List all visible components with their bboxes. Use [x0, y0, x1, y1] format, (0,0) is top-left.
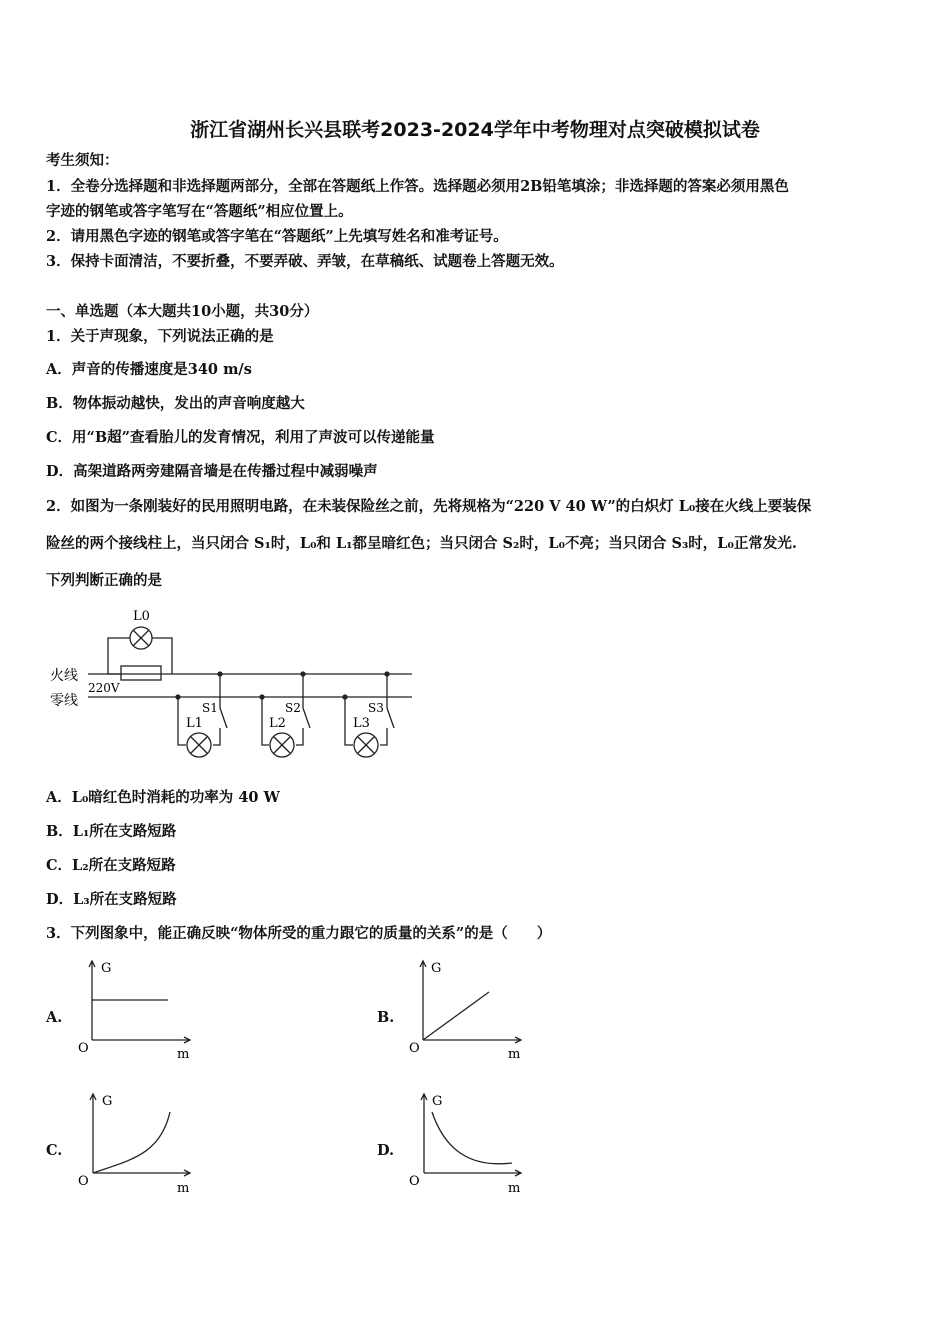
- l1-label: L1: [186, 716, 203, 731]
- graph-a-y-label: G: [101, 961, 112, 976]
- q3-option-d-label: D.: [377, 1142, 395, 1159]
- graph-b-origin-label: O: [409, 1041, 420, 1056]
- graph-b-y-label: G: [431, 961, 442, 976]
- q2-stem-line-2: 险丝的两个接线柱上，当只闭合 S₁时，L₀和 L₁都呈暗红色；当只闭合 S₂时，L₀不亮；当只闭合 S₃时，L₀正常发光.: [46, 535, 797, 552]
- l2-label: L2: [269, 716, 286, 731]
- voltage-label: 220V: [88, 681, 120, 695]
- q1-option-a: A．声音的传播速度是340 m/s: [46, 361, 252, 378]
- l0-label: L0: [133, 609, 150, 624]
- s2-label: S2: [285, 701, 301, 715]
- notice-line-2: 字迹的钢笔或答字笔写在“答题纸”相应位置上。: [46, 203, 353, 220]
- graph-c-x-label: m: [177, 1181, 190, 1196]
- notice-line-3: 2．请用黑色字迹的钢笔或答字笔在“答题纸”上先填写姓名和准考证号。: [46, 228, 508, 245]
- graph-a-x-label: m: [177, 1047, 190, 1062]
- graph-d-curve: [432, 1112, 512, 1164]
- graph-d-x-label: m: [508, 1181, 521, 1196]
- q1-option-d: D．高架道路两旁建隔音墙是在传播过程中减弱噪声: [46, 463, 378, 480]
- q1-option-c: C．用“B超”查看胎儿的发育情况，利用了声波可以传递能量: [46, 429, 435, 446]
- graph-a-origin-label: O: [78, 1041, 89, 1056]
- q3-option-a-label: A.: [46, 1009, 63, 1026]
- q3-stem: 3．下列图象中，能正确反映“物体所受的重力跟它的质量的关系”的是（ ）: [46, 925, 552, 942]
- q2-stem-line-3: 下列判断正确的是: [46, 572, 162, 589]
- s3-label: S3: [368, 701, 384, 715]
- graph-b-x-label: m: [508, 1047, 521, 1062]
- q2-option-a: A．L₀暗红色时消耗的功率为 40 W: [46, 789, 280, 806]
- q2-option-c: C．L₂所在支路短路: [46, 857, 176, 874]
- page-title: 浙江省湖州长兴县联考2023-2024学年中考物理对点突破模拟试卷: [190, 119, 760, 141]
- fire-wire-label: 火线: [50, 668, 78, 684]
- graph-c-y-label: G: [102, 1094, 113, 1109]
- q1-stem: 1．关于声现象，下列说法正确的是: [46, 328, 274, 345]
- notice-line-4: 3．保持卡面清洁，不要折叠，不要弄破、弄皱，在草稿纸、试题卷上答题无效。: [46, 253, 564, 270]
- q3-option-c-label: C.: [46, 1142, 63, 1159]
- s1-label: S1: [202, 701, 218, 715]
- neutral-wire-label: 零线: [50, 693, 78, 709]
- section-heading: 一、单选题（本大题共10小题，共30分）: [46, 303, 319, 320]
- notice-line-1: 1．全卷分选择题和非选择题两部分，全部在答题纸上作答。选择题必须用2B铅笔填涂；非选择题的答案必须用黑色: [46, 178, 789, 195]
- graph-c-origin-label: O: [78, 1174, 89, 1189]
- graph-d-origin-label: O: [409, 1174, 420, 1189]
- notice-heading: 考生须知：: [46, 152, 119, 169]
- q2-option-d: D．L₃所在支路短路: [46, 891, 177, 908]
- graph-d-y-label: G: [432, 1094, 443, 1109]
- q2-option-b: B．L₁所在支路短路: [46, 823, 177, 840]
- l3-label: L3: [353, 716, 370, 731]
- q3-option-b-label: B.: [377, 1009, 395, 1026]
- q2-stem-line-1: 2．如图为一条刚装好的民用照明电路，在未装保险丝之前，先将规格为“220 V 40 W”的白炽灯 L₀接在火线上要装保: [46, 498, 812, 515]
- q1-option-b: B．物体振动越快，发出的声音响度越大: [46, 395, 305, 412]
